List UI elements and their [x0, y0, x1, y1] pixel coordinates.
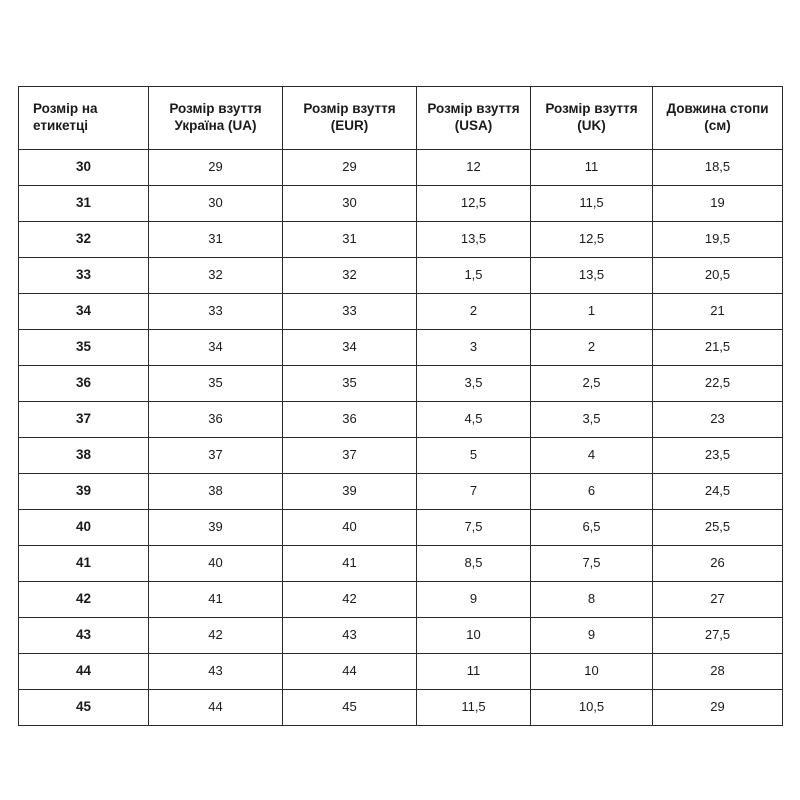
size-chart-container	[18, 86, 782, 726]
shoe-size-table	[18, 86, 783, 726]
cell-foot-length: 23	[653, 402, 783, 438]
cell-label-size: 39	[19, 474, 149, 510]
cell-uk: 11,5	[531, 186, 653, 222]
table-row	[19, 690, 783, 726]
cell-usa: 4,5	[417, 402, 531, 438]
table-row	[19, 294, 783, 330]
cell-uk: 6	[531, 474, 653, 510]
table-row	[19, 582, 783, 618]
cell-ua: 44	[149, 690, 283, 726]
table-row	[19, 222, 783, 258]
table-row	[19, 618, 783, 654]
cell-eur: 34	[283, 330, 417, 366]
cell-ua: 41	[149, 582, 283, 618]
cell-uk: 10	[531, 654, 653, 690]
table-row	[19, 654, 783, 690]
cell-ua: 35	[149, 366, 283, 402]
cell-eur: 31	[283, 222, 417, 258]
column-header-foot-length: Довжина стопи (см)	[653, 87, 783, 150]
cell-usa: 7,5	[417, 510, 531, 546]
cell-eur: 45	[283, 690, 417, 726]
cell-label-size: 44	[19, 654, 149, 690]
cell-foot-length: 18,5	[653, 150, 783, 186]
cell-foot-length: 28	[653, 654, 783, 690]
cell-label-size: 37	[19, 402, 149, 438]
table-row	[19, 330, 783, 366]
cell-ua: 30	[149, 186, 283, 222]
cell-uk: 9	[531, 618, 653, 654]
cell-uk: 2,5	[531, 366, 653, 402]
cell-eur: 30	[283, 186, 417, 222]
cell-ua: 36	[149, 402, 283, 438]
cell-foot-length: 29	[653, 690, 783, 726]
cell-foot-length: 27,5	[653, 618, 783, 654]
cell-uk: 11	[531, 150, 653, 186]
cell-eur: 33	[283, 294, 417, 330]
cell-label-size: 43	[19, 618, 149, 654]
cell-label-size: 38	[19, 438, 149, 474]
cell-ua: 43	[149, 654, 283, 690]
cell-usa: 13,5	[417, 222, 531, 258]
cell-uk: 4	[531, 438, 653, 474]
table-body	[19, 150, 783, 726]
cell-eur: 29	[283, 150, 417, 186]
cell-label-size: 30	[19, 150, 149, 186]
cell-usa: 5	[417, 438, 531, 474]
cell-label-size: 36	[19, 366, 149, 402]
cell-foot-length: 21,5	[653, 330, 783, 366]
cell-ua: 37	[149, 438, 283, 474]
cell-ua: 32	[149, 258, 283, 294]
cell-eur: 43	[283, 618, 417, 654]
cell-usa: 3	[417, 330, 531, 366]
cell-label-size: 45	[19, 690, 149, 726]
column-header-usa: Розмір взуття (USA)	[417, 87, 531, 150]
cell-eur: 37	[283, 438, 417, 474]
cell-label-size: 42	[19, 582, 149, 618]
column-header-ua: Розмір взуття Україна (UA)	[149, 87, 283, 150]
table-header	[19, 87, 783, 150]
cell-uk: 8	[531, 582, 653, 618]
cell-ua: 39	[149, 510, 283, 546]
cell-foot-length: 24,5	[653, 474, 783, 510]
cell-uk: 6,5	[531, 510, 653, 546]
cell-usa: 1,5	[417, 258, 531, 294]
table-row	[19, 150, 783, 186]
cell-foot-length: 25,5	[653, 510, 783, 546]
cell-foot-length: 26	[653, 546, 783, 582]
cell-usa: 2	[417, 294, 531, 330]
cell-foot-length: 19	[653, 186, 783, 222]
cell-uk: 2	[531, 330, 653, 366]
cell-label-size: 33	[19, 258, 149, 294]
cell-uk: 13,5	[531, 258, 653, 294]
cell-eur: 44	[283, 654, 417, 690]
cell-foot-length: 27	[653, 582, 783, 618]
table-row	[19, 546, 783, 582]
table-row	[19, 258, 783, 294]
cell-usa: 9	[417, 582, 531, 618]
cell-usa: 10	[417, 618, 531, 654]
cell-eur: 42	[283, 582, 417, 618]
cell-eur: 40	[283, 510, 417, 546]
cell-label-size: 35	[19, 330, 149, 366]
cell-usa: 12,5	[417, 186, 531, 222]
cell-label-size: 31	[19, 186, 149, 222]
cell-foot-length: 23,5	[653, 438, 783, 474]
cell-uk: 12,5	[531, 222, 653, 258]
table-row	[19, 366, 783, 402]
cell-ua: 40	[149, 546, 283, 582]
column-header-eur: Розмір взуття (EUR)	[283, 87, 417, 150]
cell-uk: 3,5	[531, 402, 653, 438]
cell-usa: 11,5	[417, 690, 531, 726]
cell-usa: 12	[417, 150, 531, 186]
cell-foot-length: 21	[653, 294, 783, 330]
cell-label-size: 40	[19, 510, 149, 546]
cell-uk: 7,5	[531, 546, 653, 582]
cell-eur: 32	[283, 258, 417, 294]
cell-uk: 1	[531, 294, 653, 330]
cell-eur: 36	[283, 402, 417, 438]
cell-ua: 38	[149, 474, 283, 510]
table-row	[19, 186, 783, 222]
table-row	[19, 510, 783, 546]
cell-eur: 39	[283, 474, 417, 510]
cell-foot-length: 22,5	[653, 366, 783, 402]
cell-usa: 11	[417, 654, 531, 690]
cell-label-size: 41	[19, 546, 149, 582]
table-row	[19, 438, 783, 474]
column-header-uk: Розмір взуття (UK)	[531, 87, 653, 150]
cell-ua: 33	[149, 294, 283, 330]
cell-label-size: 32	[19, 222, 149, 258]
table-header-row	[19, 87, 783, 150]
table-row	[19, 474, 783, 510]
cell-label-size: 34	[19, 294, 149, 330]
cell-ua: 34	[149, 330, 283, 366]
table-row	[19, 402, 783, 438]
column-header-label-size: Розмір на етикетці	[19, 87, 149, 150]
cell-ua: 42	[149, 618, 283, 654]
cell-foot-length: 19,5	[653, 222, 783, 258]
cell-eur: 41	[283, 546, 417, 582]
cell-eur: 35	[283, 366, 417, 402]
cell-ua: 31	[149, 222, 283, 258]
cell-usa: 7	[417, 474, 531, 510]
cell-usa: 8,5	[417, 546, 531, 582]
cell-foot-length: 20,5	[653, 258, 783, 294]
cell-ua: 29	[149, 150, 283, 186]
cell-uk: 10,5	[531, 690, 653, 726]
cell-usa: 3,5	[417, 366, 531, 402]
